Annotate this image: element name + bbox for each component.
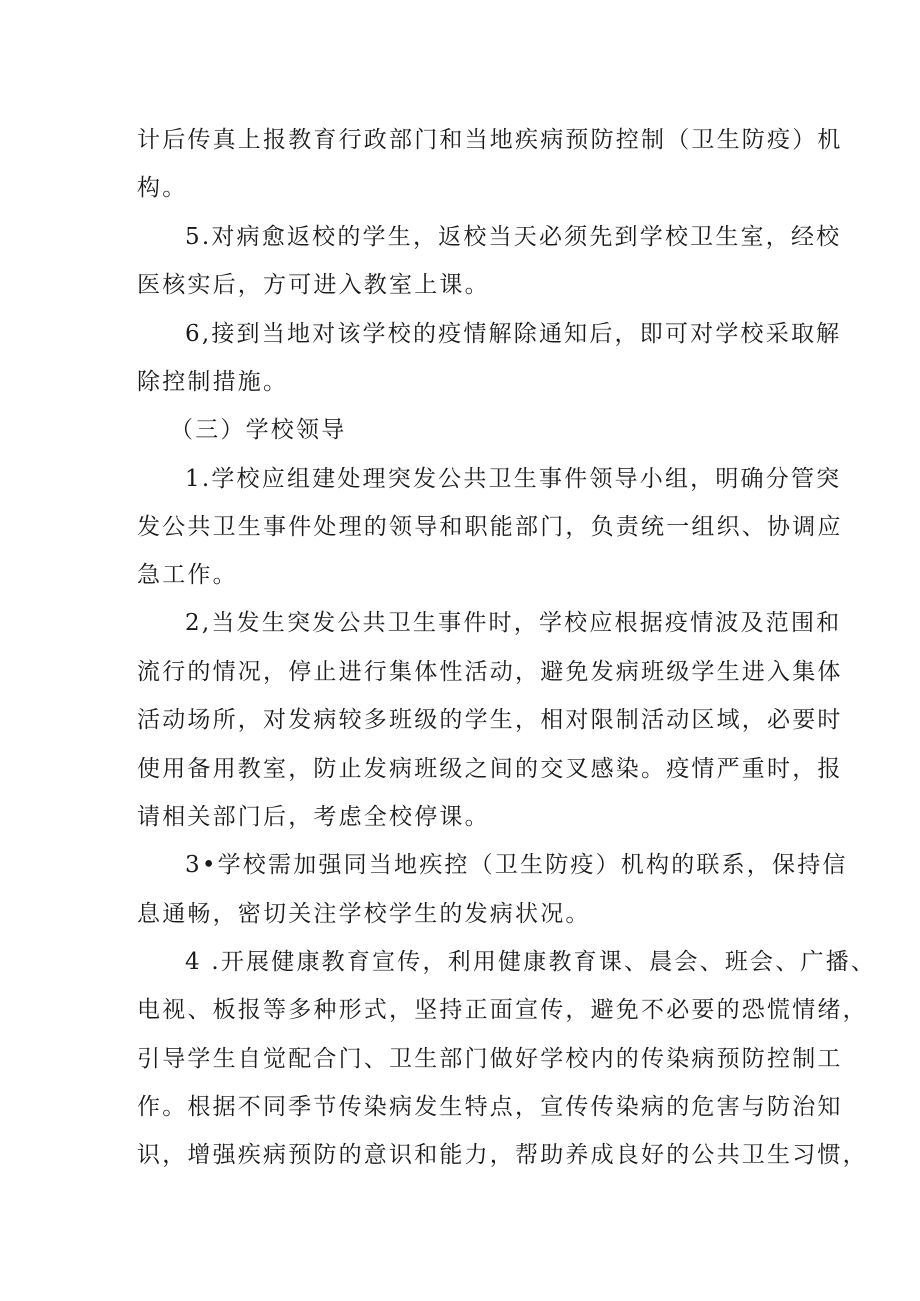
paragraph-line: 使用备用教室，防止发病班级之间的交叉感染。疫情严重时，报 — [137, 756, 843, 782]
paragraph-line: 4 .开展健康教育宣传，利用健康教育课、晨会、班会、广播、 — [185, 949, 877, 975]
section-heading: （三）学校领导 — [170, 417, 347, 443]
paragraph-line: 3•学校需加强同当地疾控（卫生防疫）机构的联系，保持信 — [185, 852, 848, 878]
paragraph-line: 急工作。 — [137, 562, 238, 588]
paragraph-line: 流行的情况，停止进行集体性活动，避免发病班级学生进入集体 — [137, 659, 843, 685]
paragraph-line: 电视、板报等多种形式，坚持正面宣传，避免不必要的恐慌情绪， — [137, 997, 868, 1023]
paragraph-line: 医核实后，方可进入教室上课。 — [137, 272, 490, 298]
paragraph-line: 引导学生自觉配合门、卫生部门做好学校内的传染病预防控制工 — [137, 1046, 843, 1072]
paragraph-line: 息通畅，密切关注学校学生的发病状况。 — [137, 901, 591, 927]
paragraph-line: 5.对病愈返校的学生，返校当天必须先到学校卫生室，经校 — [185, 224, 842, 250]
paragraph-line: 计后传真上报教育行政部门和当地疾病预防控制（卫生防疫）机 — [137, 127, 843, 153]
paragraph-line: 活动场所，对发病较多班级的学生，相对限制活动区域，必要时 — [137, 707, 843, 733]
paragraph-line: 1.学校应组建处理突发公共卫生事件领导小组，明确分管突 — [185, 466, 842, 492]
paragraph-line: 除控制措施。 — [137, 369, 289, 395]
paragraph-line: 作。根据不同季节传染病发生特点，宣传传染病的危害与防治知 — [137, 1094, 843, 1120]
paragraph-line: 构。 — [137, 175, 188, 201]
paragraph-line: 6,接到当地对该学校的疫情解除通知后，即可对学校采取解 — [185, 321, 842, 347]
paragraph-line: 请相关部门后，考虑全校停课。 — [137, 804, 490, 830]
paragraph-line: 发公共卫生事件处理的领导和职能部门，负责统一组织、协调应 — [137, 514, 843, 540]
paragraph-line: 2,当发生突发公共卫生事件时，学校应根据疫情波及范围和 — [185, 610, 842, 636]
paragraph-line: 识，增强疾病预防的意识和能力，帮助养成良好的公共卫生习惯， — [137, 1142, 868, 1168]
